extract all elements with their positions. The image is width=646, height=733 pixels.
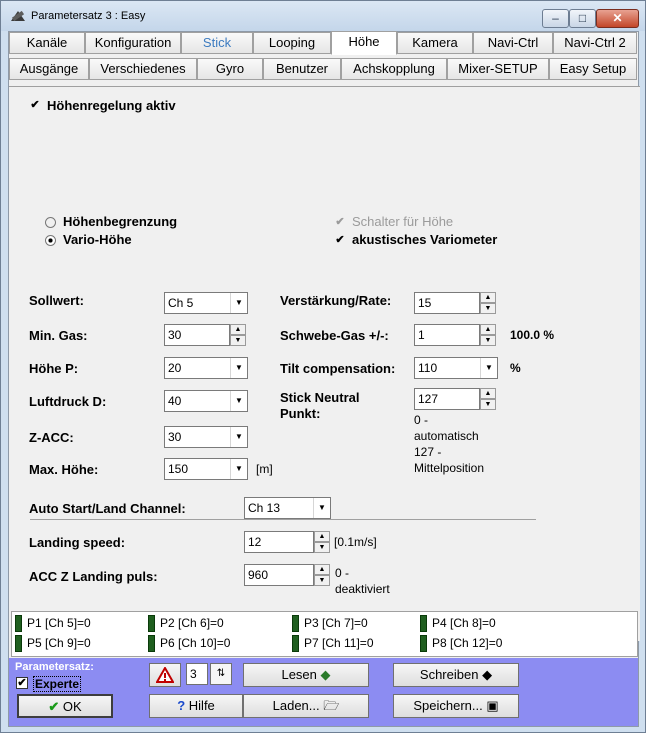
tab-konfiguration[interactable]: Konfiguration <box>85 32 181 54</box>
hoehe-p-label: Höhe P: <box>29 361 79 376</box>
spin-up-icon[interactable]: ▲ <box>230 324 246 335</box>
tilt-compensation-label: Tilt compensation: <box>280 361 396 376</box>
spin-down-icon[interactable]: ▼ <box>480 399 496 410</box>
spin-up-icon[interactable]: ▲ <box>314 531 330 542</box>
stick-hint-line-3: 127 - <box>414 445 442 459</box>
client-area <box>8 31 639 727</box>
schreiben-label: Schreiben <box>419 667 479 682</box>
verstaerkung-label: Verstärkung/Rate: <box>280 293 392 308</box>
tab-navi-ctrl-2[interactable]: Navi-Ctrl 2 <box>553 32 637 54</box>
min-gas-label: Min. Gas: <box>29 328 88 343</box>
laden-button[interactable] <box>243 694 369 718</box>
spin-down-icon[interactable]: ▼ <box>230 335 246 346</box>
title-bar <box>1 1 645 31</box>
hilfe-label: Hilfe <box>188 698 215 713</box>
tab-easy-setup[interactable]: Easy Setup <box>549 58 637 80</box>
folder-icon: 🗁 <box>323 698 340 713</box>
luftdruck-value: 40 <box>168 394 182 408</box>
channel-level-bar <box>420 615 427 632</box>
read-icon: ◆ <box>320 667 331 682</box>
channel-level-bar <box>148 635 155 652</box>
warning-button[interactable] <box>149 663 181 687</box>
spin-up-icon[interactable]: ▲ <box>480 324 496 335</box>
set-number-spin-icon[interactable]: ⇅ <box>210 663 232 685</box>
tilt-compensation-value: 110 <box>418 361 438 375</box>
tilt-compensation-unit: % <box>510 361 521 375</box>
chevron-down-icon[interactable]: ▼ <box>230 358 247 378</box>
luftdruck-label: Luftdruck D: <box>29 394 107 409</box>
channel-p7: P7 [Ch 11]=0 <box>304 636 374 650</box>
spin-up-icon[interactable]: ▲ <box>480 388 496 399</box>
experte-checkbox[interactable]: ✔ <box>17 677 27 689</box>
chevron-down-icon[interactable]: ▼ <box>480 358 497 378</box>
chevron-down-icon[interactable]: ▼ <box>230 459 247 479</box>
tab-benutzer[interactable]: Benutzer <box>263 58 341 80</box>
vario-hoehe-label: Vario-Höhe <box>63 232 132 247</box>
channel-p2: P2 [Ch 6]=0 <box>160 616 224 630</box>
schwebe-gas-label: Schwebe-Gas +/-: <box>280 328 389 343</box>
acc-z-landing-value: 960 <box>248 568 269 582</box>
app-icon <box>10 9 26 23</box>
zacc-value: 30 <box>168 430 182 444</box>
spin-down-icon[interactable]: ▼ <box>480 335 496 346</box>
tab-kanaele[interactable]: Kanäle <box>9 32 85 54</box>
footer-bar <box>9 658 638 726</box>
stick-hint-line-2: automatisch <box>414 429 479 443</box>
spin-down-icon[interactable]: ▼ <box>314 542 330 553</box>
variometer-checkbox[interactable]: ✔ <box>335 234 345 246</box>
tab-kamera[interactable]: Kamera <box>397 32 473 54</box>
lesen-button[interactable] <box>243 663 369 687</box>
max-hoehe-value: 150 <box>168 462 189 476</box>
hoehenbegrenzung-radio[interactable] <box>45 217 56 228</box>
help-icon: ? <box>177 698 186 713</box>
spin-down-icon[interactable]: ▼ <box>314 575 330 586</box>
vario-hoehe-radio[interactable] <box>45 235 56 246</box>
ok-button[interactable] <box>17 694 113 718</box>
minimize-button[interactable]: ‒ <box>542 9 569 28</box>
channel-level-bar <box>292 615 299 632</box>
set-number-field[interactable]: 3 <box>186 663 208 685</box>
channel-level-bar <box>420 635 427 652</box>
schwebe-gas-value: 1 <box>418 328 425 342</box>
chevron-down-icon[interactable]: ▼ <box>230 391 247 411</box>
chevron-down-icon[interactable]: ▼ <box>230 293 247 313</box>
laden-label: Laden... <box>272 698 320 713</box>
spin-down-icon[interactable]: ▼ <box>480 303 496 314</box>
hilfe-button[interactable] <box>149 694 243 718</box>
tab-navi-ctrl[interactable]: Navi-Ctrl <box>473 32 553 54</box>
channel-p6: P6 [Ch 10]=0 <box>160 636 231 650</box>
hoehe-p-value: 20 <box>168 361 182 375</box>
tab-gyro[interactable]: Gyro <box>197 58 263 80</box>
stick-neutral-label: Stick Neutral <box>280 390 360 405</box>
ok-label: OK <box>62 699 82 714</box>
window-title: Parametersatz 3 : Easy <box>31 10 146 22</box>
stick-neutral-label-2: Punkt: <box>280 406 321 421</box>
channel-p3: P3 [Ch 7]=0 <box>304 616 368 630</box>
maximize-button[interactable]: □ <box>569 9 596 28</box>
tab-ausgaenge[interactable]: Ausgänge <box>9 58 89 80</box>
zacc-combo[interactable] <box>164 426 248 448</box>
spin-up-icon[interactable]: ▲ <box>480 292 496 303</box>
auto-start-combo[interactable] <box>244 497 331 519</box>
acc-z-hint-line-2: deaktiviert <box>335 582 390 596</box>
tab-verschiedenes[interactable]: Verschiedenes <box>89 58 197 80</box>
max-hoehe-label: Max. Höhe: <box>29 462 99 477</box>
sollwert-label: Sollwert: <box>29 293 84 308</box>
channel-p8: P8 [Ch 12]=0 <box>432 636 503 650</box>
close-button[interactable]: ✕ <box>596 9 639 28</box>
acc-z-landing-label: ACC Z Landing puls: <box>29 569 158 584</box>
tab-looping[interactable]: Looping <box>253 32 331 54</box>
tab-stick[interactable]: Stick <box>181 32 253 54</box>
sollwert-value: Ch 5 <box>168 296 194 310</box>
channel-p5: P5 [Ch 9]=0 <box>27 636 91 650</box>
schalter-hoehe-checkbox[interactable]: ✔ <box>335 216 345 228</box>
schwebe-gas-percent: 100.0 % <box>510 328 555 342</box>
hoehenbegrenzung-label: Höhenbegrenzung <box>63 214 178 229</box>
section-divider <box>30 519 536 520</box>
spin-up-icon[interactable]: ▲ <box>314 564 330 575</box>
chevron-down-icon[interactable]: ▼ <box>313 498 330 518</box>
landing-speed-unit: [0.1m/s] <box>334 535 377 549</box>
parametersatz-label: Parametersatz: <box>15 661 94 673</box>
zacc-label: Z-ACC: <box>29 430 74 445</box>
tab-mixer-setup[interactable]: Mixer-SETUP <box>447 58 549 80</box>
luftdruck-combo[interactable] <box>164 390 248 412</box>
sollwert-combo[interactable] <box>164 292 248 314</box>
lesen-label: Lesen <box>281 667 317 682</box>
write-icon: ◆ <box>482 667 493 682</box>
check-icon: ✔ <box>48 699 60 714</box>
landing-speed-label: Landing speed: <box>29 535 126 550</box>
auto-start-value: Ch 13 <box>248 501 281 515</box>
warning-icon <box>156 667 174 683</box>
max-hoehe-combo[interactable] <box>164 458 248 480</box>
chevron-down-icon[interactable]: ▼ <box>230 427 247 447</box>
hoehenregelung-checkbox[interactable]: ✔ <box>30 99 40 111</box>
speichern-button[interactable] <box>393 694 519 718</box>
save-icon: ▣ <box>486 698 499 713</box>
tab-achskopplung[interactable]: Achskopplung <box>341 58 447 80</box>
tilt-compensation-combo[interactable] <box>414 357 498 379</box>
verstaerkung-value: 15 <box>418 296 432 310</box>
channel-panel <box>11 611 638 657</box>
channel-p1: P1 [Ch 5]=0 <box>27 616 91 630</box>
channel-level-bar <box>148 615 155 632</box>
speichern-label: Speichern... <box>413 698 483 713</box>
variometer-label: akustisches Variometer <box>352 232 498 247</box>
landing-speed-value: 12 <box>248 535 262 549</box>
stick-hint-line-1: 0 - <box>414 413 429 427</box>
acc-z-hint-line-1: 0 - <box>335 566 350 580</box>
schreiben-button[interactable] <box>393 663 519 687</box>
max-hoehe-unit: [m] <box>256 462 273 476</box>
channel-level-bar <box>15 635 22 652</box>
channel-p4: P4 [Ch 8]=0 <box>432 616 496 630</box>
tab-hoehe[interactable]: Höhe <box>331 31 397 55</box>
schalter-hoehe-label: Schalter für Höhe <box>352 214 454 229</box>
channel-level-bar <box>292 635 299 652</box>
stick-neutral-value: 127 <box>418 392 439 406</box>
hoehenregelung-label: Höhenregelung aktiv <box>47 98 176 113</box>
experte-label: Experte <box>35 677 80 691</box>
channel-level-bar <box>15 615 22 632</box>
min-gas-value: 30 <box>168 328 182 342</box>
stick-hint-line-4: Mittelposition <box>414 461 485 475</box>
auto-start-label: Auto Start/Land Channel: <box>29 501 186 516</box>
hoehe-p-combo[interactable] <box>164 357 248 379</box>
hoehe-panel <box>9 86 640 641</box>
